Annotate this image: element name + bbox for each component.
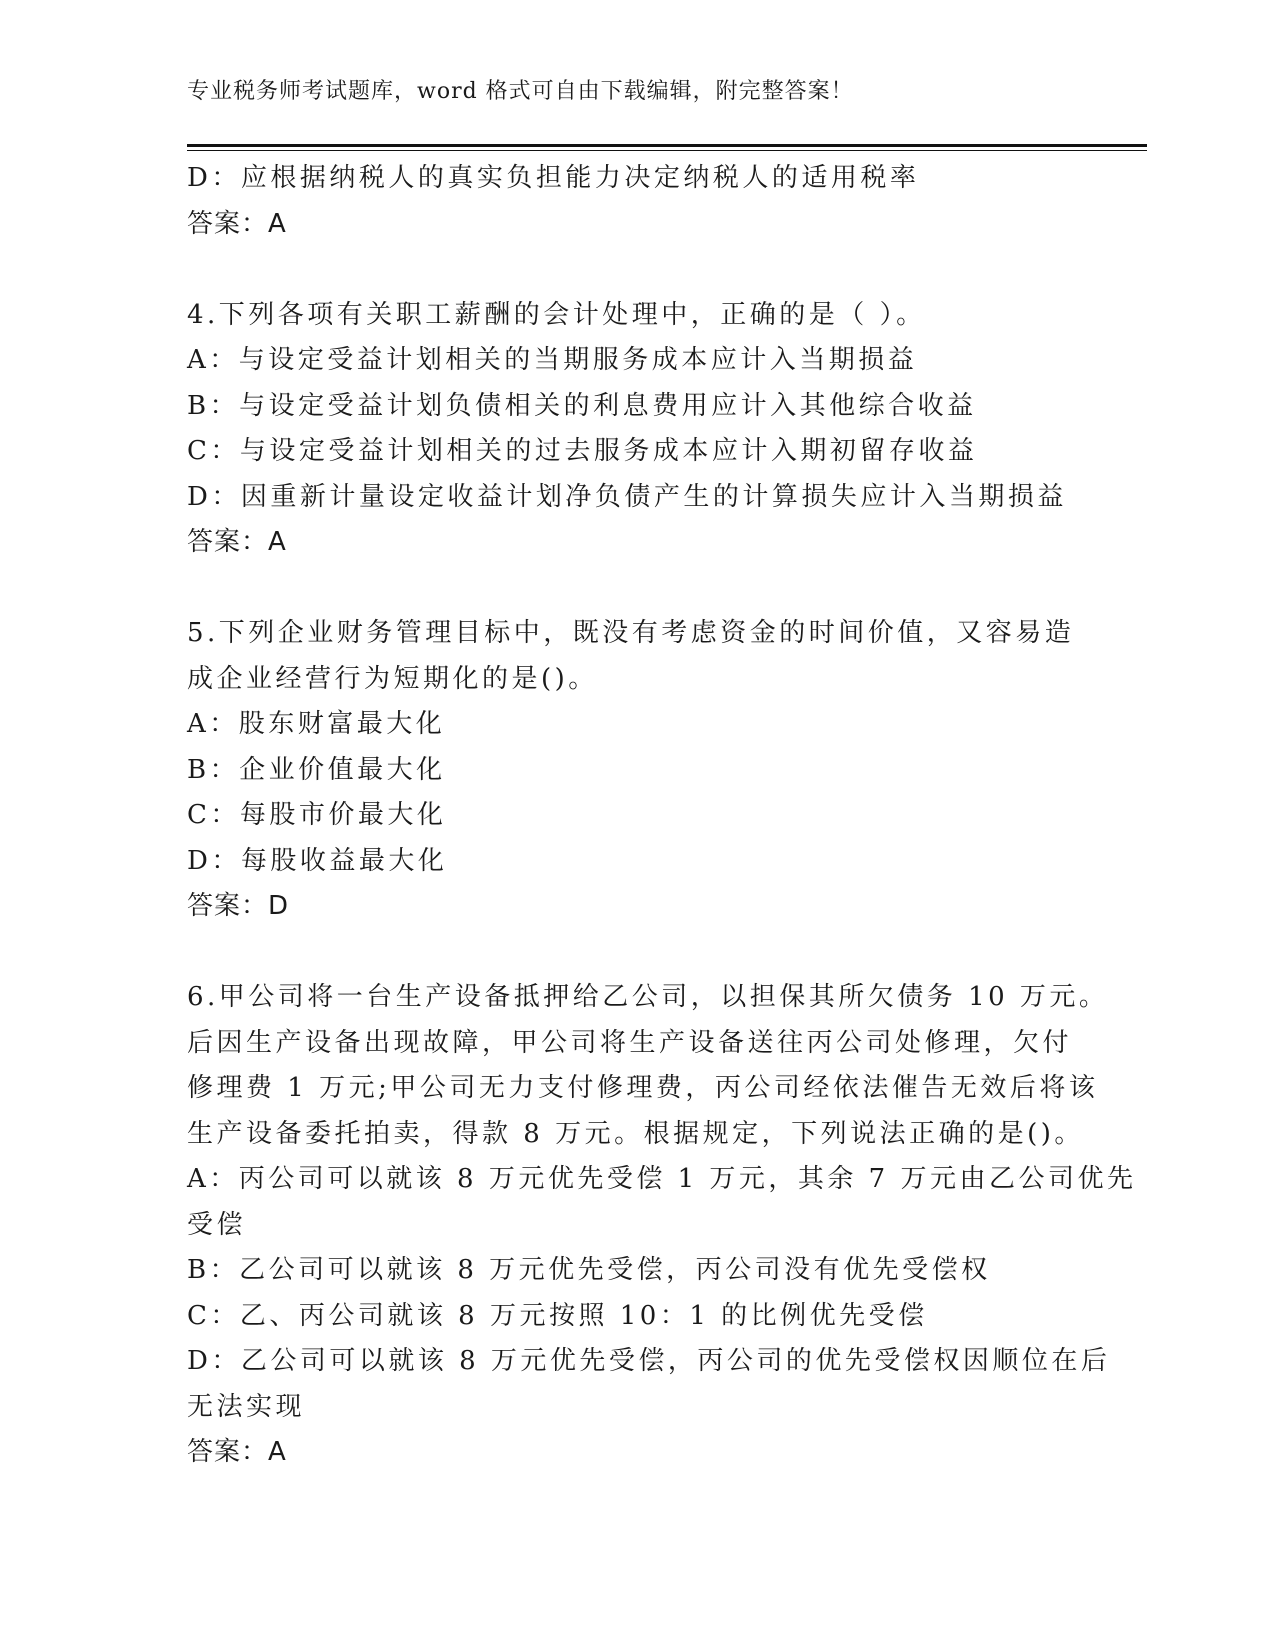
option-line: A：丙公司可以就该 8 万元优先受偿 1 万元，其余 7 万元由乙公司优先 xyxy=(187,1164,1137,1194)
question-content xyxy=(187,156,1137,1476)
spacer xyxy=(187,930,1087,976)
answer-line: 答案：A xyxy=(187,1437,287,1467)
option-line: B：乙公司可以就该 8 万元优先受偿，丙公司没有优先受偿权 xyxy=(187,1255,991,1285)
answer-line: 答案：D xyxy=(187,891,290,921)
option-line: A：与设定受益计划相关的当期服务成本应计入当期损益 xyxy=(187,345,918,375)
option-line: C：每股市价最大化 xyxy=(187,800,447,830)
question-line: 6.甲公司将一台生产设备抵押给乙公司，以担保其所欠债务 10 万元。 xyxy=(187,982,1109,1012)
option-line: C：与设定受益计划相关的过去服务成本应计入期初留存收益 xyxy=(187,436,978,466)
spacer xyxy=(187,247,1087,293)
header-rule-thick xyxy=(187,144,1147,147)
option-line: D：乙公司可以就该 8 万元优先受偿，丙公司的优先受偿权因顺位在后 xyxy=(187,1346,1111,1376)
option-line: A：股东财富最大化 xyxy=(187,709,446,739)
option-line: D：因重新计量设定收益计划净负债产生的计算损失应计入当期损益 xyxy=(187,481,1067,512)
spacer xyxy=(187,566,1087,612)
question-line: 修理费 1 万元;甲公司无力支付修理费，丙公司经依法催告无效后将该 xyxy=(187,1073,1099,1103)
option-line: C：乙、丙公司就该 8 万元按照 10：1 的比例优先受偿 xyxy=(187,1300,928,1331)
header-rule-thin xyxy=(187,150,1147,151)
question-line: 5.下列企业财务管理目标中，既没有考虑资金的时间价值，又容易造 xyxy=(187,618,1075,648)
question-line: 成企业经营行为短期化的是()。 xyxy=(187,663,598,694)
option-line: 受偿 xyxy=(187,1209,247,1240)
option-line: D：每股收益最大化 xyxy=(187,845,448,876)
question-line: 4.下列各项有关职工薪酬的会计处理中，正确的是（ ）。 xyxy=(187,299,926,330)
option-line: D：应根据纳税人的真实负担能力决定纳税人的适用税率 xyxy=(187,163,920,193)
answer-line: 答案：A xyxy=(187,208,287,239)
question-line: 后因生产设备出现故障，甲公司将生产设备送往丙公司处修理，欠付 xyxy=(187,1027,1073,1058)
option-line: 无法实现 xyxy=(187,1391,306,1422)
option-line: B：与设定受益计划负债相关的利息费用应计入其他综合收益 xyxy=(187,390,977,421)
option-line: B：企业价值最大化 xyxy=(187,754,446,785)
question-line: 生产设备委托拍卖，得款 8 万元。根据规定，下列说法正确的是()。 xyxy=(187,1118,1084,1149)
page-header: 专业税务师考试题库，word 格式可自由下载编辑，附完整答案！ xyxy=(187,79,854,104)
answer-line: 答案：A xyxy=(187,527,287,557)
